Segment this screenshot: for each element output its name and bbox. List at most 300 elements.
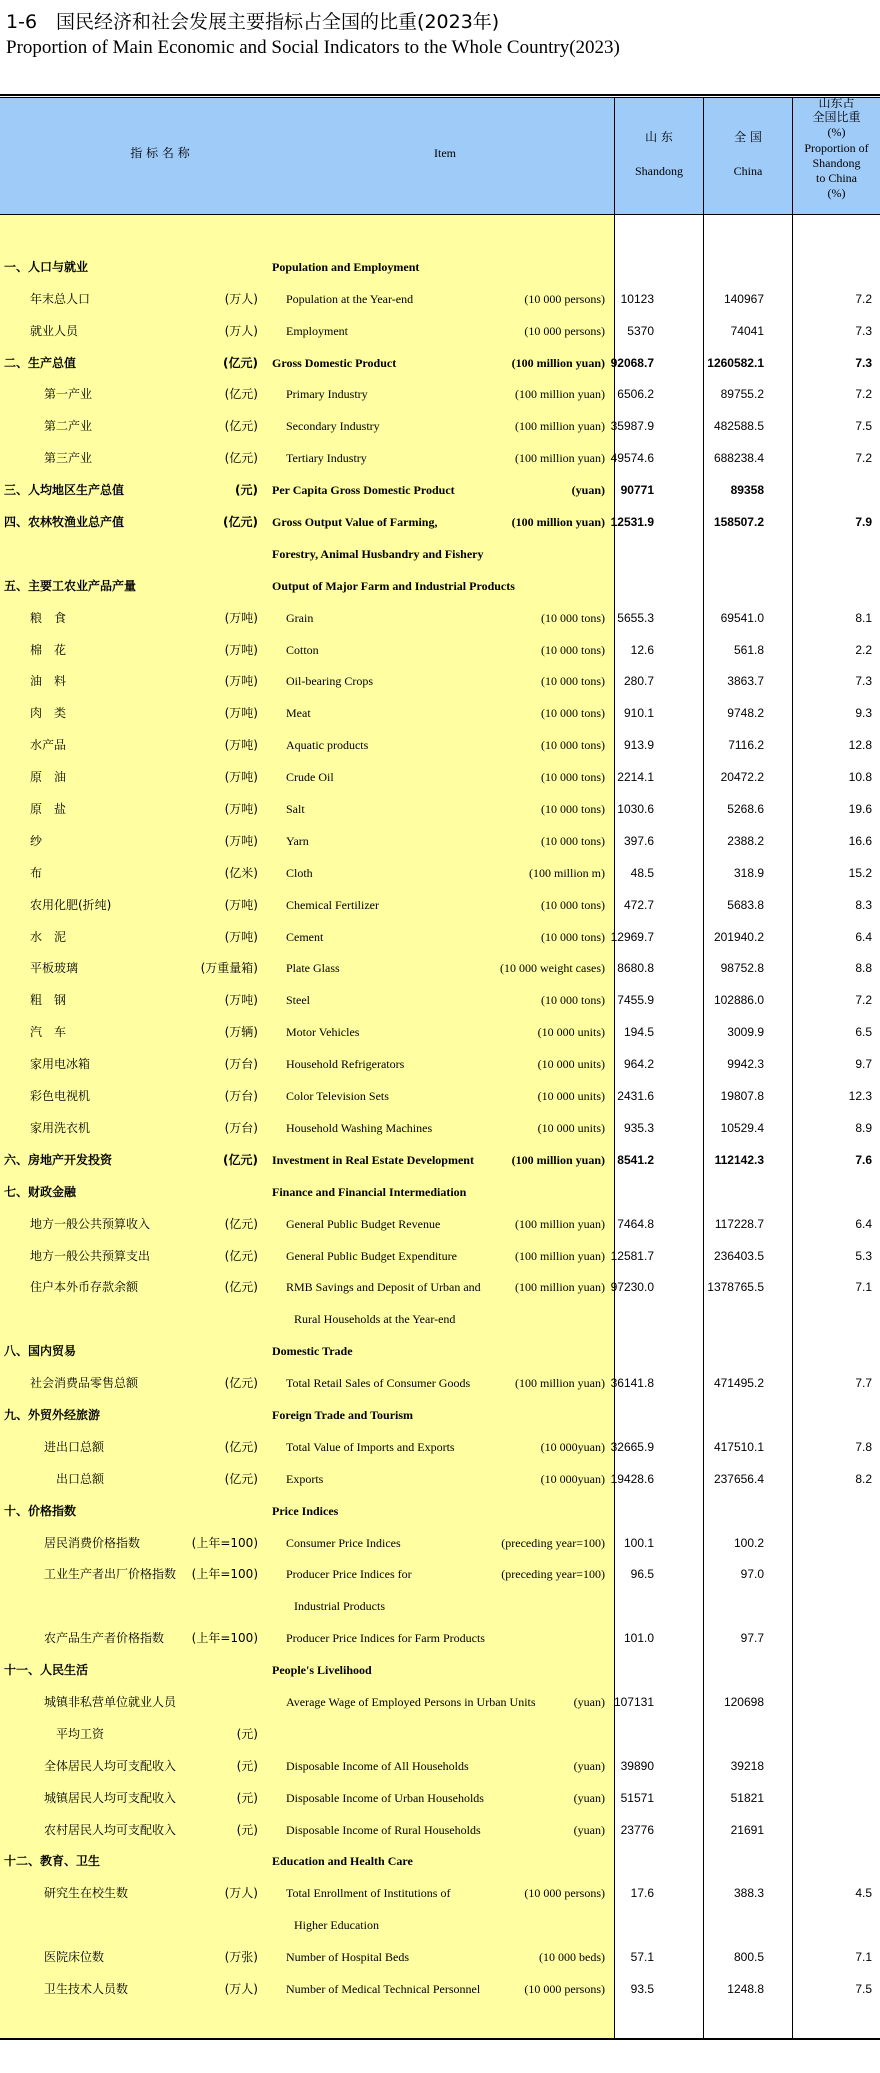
row-label-cn: 四、农林牧渔业总产值 <box>4 515 125 530</box>
row-unit-cn: (万人) <box>224 323 258 338</box>
cell-ratio: 6.4 <box>855 929 872 944</box>
table-row <box>0 507 880 539</box>
row-label-cn: 五、主要工农业产品产量 <box>4 578 137 593</box>
row-unit-en: (100 million yuan) <box>515 1280 605 1295</box>
row-unit-en: (10 000 tons) <box>541 610 605 625</box>
row-unit-en: (10 000 tons) <box>541 738 605 753</box>
row-label-en: Total Value of Imports and Exports <box>286 1439 455 1454</box>
row-label-en: Price Indices <box>272 1503 339 1518</box>
cell-china: 89358 <box>730 483 764 498</box>
cell-ratio: 4.5 <box>855 1886 872 1901</box>
table-row <box>0 1177 880 1209</box>
cell-shandong: 5655.3 <box>617 610 654 625</box>
table-row <box>0 1846 880 1878</box>
cell-ratio: 6.5 <box>855 1025 872 1040</box>
table-row <box>0 348 880 380</box>
header-ratio-pct: (%) <box>827 125 846 139</box>
row-label-en: Higher Education <box>294 1918 379 1933</box>
cell-shandong: 96.5 <box>630 1567 654 1582</box>
row-unit-en: (100 million yuan) <box>515 1376 605 1391</box>
row-label-cn: 原 盐 <box>30 802 67 817</box>
table-row <box>0 1528 880 1560</box>
cell-ratio: 7.2 <box>855 451 872 466</box>
cell-shandong: 107131 <box>613 1694 654 1709</box>
row-unit-en: (100 million yuan) <box>511 355 605 370</box>
row-unit-en: (10 000 tons) <box>541 993 605 1008</box>
row-label-cn: 就业人员 <box>30 323 79 338</box>
cell-shandong: 35987.9 <box>610 419 654 434</box>
page-title-cn: 1-6 国民经济和社会发展主要指标占全国的比重(2023年) <box>6 11 500 33</box>
row-label-cn: 城镇居民人均可支配收入 <box>44 1790 177 1805</box>
cell-china: 97.7 <box>740 1631 764 1646</box>
row-label-cn: 地方一般公共预算支出 <box>30 1248 151 1263</box>
row-unit-en: (10 000 persons) <box>524 1981 605 1996</box>
row-unit-en: (10 000 weight cases) <box>500 961 605 976</box>
row-unit-en: (10 000 tons) <box>541 674 605 689</box>
header-ratio-en-1: Proportion of <box>804 141 869 155</box>
header-shandong-en: Shandong <box>635 164 683 178</box>
cell-china: 561.8 <box>733 642 764 657</box>
row-label-en: Total Retail Sales of Consumer Goods <box>286 1376 471 1391</box>
row-label-en: Meat <box>286 706 311 721</box>
table-row <box>0 698 880 730</box>
table-row <box>0 1687 880 1719</box>
cell-shandong: 12969.7 <box>610 929 654 944</box>
cell-shandong: 10123 <box>620 291 654 306</box>
table-row <box>0 1368 880 1400</box>
row-label-cn: 年末总人口 <box>30 291 91 306</box>
cell-shandong: 472.7 <box>623 897 654 912</box>
row-unit-cn: (万吨) <box>224 833 258 848</box>
row-label-cn: 社会消费品零售总额 <box>30 1376 139 1391</box>
row-label-en: Motor Vehicles <box>286 1025 360 1040</box>
row-label-en: Household Refrigerators <box>286 1057 405 1072</box>
row-unit-cn: (万人) <box>224 1886 258 1901</box>
cell-ratio: 8.9 <box>855 1120 872 1135</box>
row-unit-cn: (万人) <box>224 291 258 306</box>
cell-china: 482588.5 <box>713 419 764 434</box>
cell-china: 1260582.1 <box>707 355 764 370</box>
row-label-cn: 棉 花 <box>30 642 67 657</box>
row-label-en: Number of Hospital Beds <box>286 1950 409 1965</box>
cell-shandong: 101.0 <box>623 1631 654 1646</box>
table-row <box>0 1304 880 1336</box>
cell-china: 140967 <box>723 291 764 306</box>
cell-shandong: 90771 <box>620 483 654 498</box>
row-label-cn: 汽 车 <box>30 1025 67 1040</box>
table-row <box>0 1623 880 1655</box>
table-row <box>0 1655 880 1687</box>
cell-shandong: 48.5 <box>630 865 654 880</box>
row-label-en: Yarn <box>286 833 309 848</box>
cell-china: 69541.0 <box>720 610 764 625</box>
row-label-cn: 肉 类 <box>30 706 67 721</box>
row-label-en: Average Wage of Employed Persons in Urban Units <box>286 1694 536 1709</box>
row-label-cn: 布 <box>30 865 43 880</box>
cell-ratio: 7.6 <box>855 1152 872 1167</box>
table-row <box>0 1017 880 1049</box>
cell-ratio: 7.7 <box>855 1376 872 1391</box>
row-unit-cn: (亿元) <box>224 1376 258 1391</box>
table-row <box>0 1942 880 1974</box>
row-unit-en: (10 000 tons) <box>541 706 605 721</box>
cell-china: 20472.2 <box>720 770 764 785</box>
page-title-en: Proportion of Main Economic and Social Indicators to the Whole Country(2023) <box>6 37 620 58</box>
cell-ratio: 7.2 <box>855 291 872 306</box>
cell-shandong: 17.6 <box>630 1886 654 1901</box>
row-label-en: Number of Medical Technical Personnel <box>286 1981 481 1996</box>
row-label-en: Output of Major Farm and Industrial Products <box>272 578 515 593</box>
row-unit-en: (100 million yuan) <box>515 419 605 434</box>
row-label-en: Cotton <box>286 642 319 657</box>
header-ratio-cn-2: 全国比重 <box>812 110 861 124</box>
row-label-cn: 二、生产总值 <box>4 355 77 370</box>
row-label-en: Household Washing Machines <box>286 1120 433 1135</box>
row-label-en: Steel <box>286 993 310 1008</box>
row-unit-en: (10 000 tons) <box>541 833 605 848</box>
cell-china: 5683.8 <box>727 897 764 912</box>
row-label-cn: 六、房地产开发投资 <box>4 1152 113 1167</box>
table-row <box>0 1336 880 1368</box>
row-label-en: Tertiary Industry <box>286 451 367 466</box>
table-row <box>0 1209 880 1241</box>
table-body <box>0 220 880 2006</box>
row-label-en: RMB Savings and Deposit of Urban and <box>286 1280 481 1295</box>
table-row <box>0 1464 880 1496</box>
row-unit-cn: (亿元) <box>224 387 258 402</box>
row-label-cn: 农产品生产者价格指数 <box>44 1631 165 1646</box>
row-label-en: Gross Output Value of Farming, <box>272 515 438 530</box>
row-unit-cn: (元) <box>236 1822 258 1837</box>
header-ratio-en-3: to China <box>816 171 857 185</box>
row-unit-en: (10 000 beds) <box>539 1950 605 1965</box>
row-label-en: Finance and Financial Intermediation <box>272 1184 467 1199</box>
cell-ratio: 9.7 <box>855 1057 872 1072</box>
header-rule <box>0 214 880 215</box>
cell-china: 2388.2 <box>727 833 764 848</box>
cell-shandong: 8541.2 <box>617 1152 654 1167</box>
cell-china: 39218 <box>730 1758 764 1773</box>
row-unit-cn: (亿元) <box>224 1280 258 1295</box>
row-label-en: Producer Price Indices for <box>286 1567 412 1582</box>
cell-shandong: 397.6 <box>623 833 654 848</box>
cell-ratio: 7.8 <box>855 1439 872 1454</box>
table-row <box>0 826 880 858</box>
cell-ratio: 19.6 <box>848 802 872 817</box>
row-label-cn: 研究生在校生数 <box>44 1886 129 1901</box>
cell-shandong: 1030.6 <box>617 802 654 817</box>
row-label-en: Rural Households at the Year-end <box>294 1312 456 1327</box>
cell-shandong: 93.5 <box>630 1981 654 1996</box>
header-item: Item <box>434 146 456 160</box>
table-row <box>0 379 880 411</box>
row-label-en: Disposable Income of Rural Households <box>286 1822 481 1837</box>
cell-shandong: 12581.7 <box>610 1248 654 1263</box>
row-unit-cn: (万人) <box>224 1981 258 1996</box>
row-unit-cn: (万辆) <box>224 1025 258 1040</box>
row-label-en: Plate Glass <box>286 961 340 976</box>
row-unit-en: (yuan) <box>573 1822 605 1837</box>
row-unit-cn: (万吨) <box>224 738 258 753</box>
row-unit-cn: (亿元) <box>224 1248 258 1263</box>
header-china-cn: 全 国 <box>734 130 762 144</box>
row-label-cn: 八、国内贸易 <box>4 1344 77 1359</box>
row-label-en: Cloth <box>286 865 313 880</box>
table-row <box>0 1113 880 1145</box>
table-row <box>0 475 880 507</box>
table-row <box>0 1751 880 1783</box>
row-unit-en: (10 000yuan) <box>540 1439 605 1454</box>
cell-china: 10529.4 <box>720 1120 764 1135</box>
row-unit-en: (100 million yuan) <box>515 451 605 466</box>
cell-china: 9748.2 <box>727 706 764 721</box>
cell-china: 471495.2 <box>713 1376 764 1391</box>
row-unit-cn: (万重量箱) <box>200 961 258 976</box>
row-unit-en: (100 million yuan) <box>515 1248 605 1263</box>
row-label-cn: 居民消费价格指数 <box>44 1535 141 1550</box>
cell-ratio: 7.3 <box>855 323 872 338</box>
table-row <box>0 1496 880 1528</box>
cell-shandong: 194.5 <box>623 1025 654 1040</box>
cell-ratio: 2.2 <box>855 642 872 657</box>
cell-ratio: 5.3 <box>855 1248 872 1263</box>
header-ratio-en-2: Shandong <box>812 156 861 170</box>
cell-ratio: 7.5 <box>855 419 872 434</box>
row-unit-cn: (上年=100) <box>191 1535 258 1550</box>
row-label-en: People's Livelihood <box>272 1663 372 1678</box>
table-row <box>0 890 880 922</box>
row-unit-en: (10 000 tons) <box>541 897 605 912</box>
row-label-cn: 第二产业 <box>44 419 93 434</box>
cell-china: 158507.2 <box>713 515 764 530</box>
cell-china: 89755.2 <box>720 387 764 402</box>
cell-china: 3863.7 <box>727 674 764 689</box>
table-row <box>0 985 880 1017</box>
cell-shandong: 6506.2 <box>617 387 654 402</box>
row-unit-en: (yuan) <box>573 1694 605 1709</box>
cell-shandong: 36141.8 <box>610 1376 654 1391</box>
top-rule-inner <box>0 97 880 98</box>
row-unit-cn: (万吨) <box>224 610 258 625</box>
table-row <box>0 762 880 794</box>
row-label-en: Exports <box>286 1471 324 1486</box>
cell-shandong: 23776 <box>620 1822 654 1837</box>
row-unit-en: (preceding year=100) <box>501 1567 605 1582</box>
cell-china: 201940.2 <box>713 929 764 944</box>
cell-ratio: 8.3 <box>855 897 872 912</box>
table-row <box>0 603 880 635</box>
cell-china: 237656.4 <box>713 1471 764 1486</box>
table-row <box>0 1432 880 1464</box>
cell-china: 7116.2 <box>728 738 764 753</box>
row-label-en: Disposable Income of Urban Households <box>286 1790 484 1805</box>
row-unit-cn: (亿元) <box>224 1439 258 1454</box>
row-label-cn: 一、人口与就业 <box>4 259 89 274</box>
table-row <box>0 1559 880 1591</box>
table-row <box>0 539 880 571</box>
row-label-cn: 农村居民人均可支配收入 <box>44 1822 177 1837</box>
row-unit-en: (10 000 tons) <box>541 770 605 785</box>
cell-ratio: 9.3 <box>855 706 872 721</box>
row-label-en: Forestry, Animal Husbandry and Fishery <box>272 546 484 561</box>
row-label-cn: 水 泥 <box>30 929 67 944</box>
bottom-rule <box>0 2038 880 2040</box>
row-unit-cn: (元) <box>236 1758 258 1773</box>
table-row <box>0 1400 880 1432</box>
cell-china: 98752.8 <box>720 961 764 976</box>
cell-ratio: 12.8 <box>848 738 872 753</box>
table-row <box>0 858 880 890</box>
row-unit-en: (10 000yuan) <box>540 1471 605 1486</box>
table-row <box>0 1783 880 1815</box>
row-unit-cn: (万吨) <box>224 993 258 1008</box>
row-label-cn: 平板玻璃 <box>30 961 79 976</box>
row-unit-cn: (万台) <box>224 1089 258 1104</box>
row-unit-en: (preceding year=100) <box>501 1535 605 1550</box>
row-unit-cn: (亿米) <box>224 865 258 880</box>
indicators-table <box>0 94 880 2039</box>
cell-shandong: 92068.7 <box>610 355 654 370</box>
header-indicator-name: 指 标 名 称 <box>130 146 190 160</box>
row-unit-cn: (亿元) <box>224 1471 258 1486</box>
top-rule <box>0 94 880 96</box>
table-row <box>0 252 880 284</box>
table-row <box>0 1878 880 1910</box>
row-label-en: Foreign Trade and Tourism <box>272 1407 414 1422</box>
row-unit-cn: (万吨) <box>224 674 258 689</box>
table-row <box>0 1241 880 1273</box>
table-row <box>0 1145 880 1177</box>
cell-china: 120698 <box>723 1694 764 1709</box>
table-row <box>0 953 880 985</box>
cell-ratio: 7.1 <box>855 1950 872 1965</box>
row-unit-en: (100 million yuan) <box>511 1152 605 1167</box>
cell-china: 3009.9 <box>727 1025 764 1040</box>
table-row <box>0 1974 880 2006</box>
cell-ratio: 8.8 <box>855 961 872 976</box>
row-label-en: Crude Oil <box>286 770 334 785</box>
row-unit-cn: (万吨) <box>224 897 258 912</box>
row-label-cn: 卫生技术人员数 <box>44 1981 129 1996</box>
row-unit-cn: (万吨) <box>224 642 258 657</box>
table-row <box>0 730 880 762</box>
row-label-en: Cement <box>286 929 324 944</box>
row-unit-en: (10 000 units) <box>537 1057 605 1072</box>
row-label-en: Population and Employment <box>272 259 420 274</box>
row-unit-en: (100 million yuan) <box>515 387 605 402</box>
row-label-cn: 三、人均地区生产总值 <box>4 483 125 498</box>
table-row <box>0 1081 880 1113</box>
cell-ratio: 8.2 <box>855 1471 872 1486</box>
cell-ratio: 8.1 <box>855 610 872 625</box>
row-unit-cn: (万台) <box>224 1120 258 1135</box>
row-unit-en: (10 000 persons) <box>524 291 605 306</box>
row-label-cn: 九、外贸外经旅游 <box>4 1407 101 1422</box>
row-label-cn: 家用电冰箱 <box>30 1057 91 1072</box>
cell-shandong: 32665.9 <box>610 1439 654 1454</box>
row-label-cn: 第一产业 <box>44 387 93 402</box>
cell-china: 417510.1 <box>713 1439 764 1454</box>
table-row <box>0 794 880 826</box>
row-unit-en: (10 000 units) <box>537 1089 605 1104</box>
row-label-cn: 工业生产者出厂价格指数 <box>44 1567 177 1582</box>
row-unit-cn: (万吨) <box>224 802 258 817</box>
row-label-cn: 水产品 <box>30 738 67 753</box>
row-unit-cn: (亿元) <box>223 355 258 370</box>
table-row <box>0 220 880 252</box>
row-label-cn: 进出口总额 <box>44 1439 105 1454</box>
table-row <box>0 922 880 954</box>
cell-ratio: 6.4 <box>855 1216 872 1231</box>
row-label-cn: 家用洗衣机 <box>30 1120 91 1135</box>
row-label-en: Oil-bearing Crops <box>286 674 373 689</box>
row-unit-en: (yuan) <box>571 483 605 498</box>
row-label-en: Aquatic products <box>286 738 369 753</box>
cell-shandong: 910.1 <box>623 706 654 721</box>
row-label-cn: 出口总额 <box>56 1471 105 1486</box>
row-unit-cn: (亿元) <box>223 515 258 530</box>
row-label-cn: 原 油 <box>30 770 67 785</box>
row-label-en: Domestic Trade <box>272 1344 353 1359</box>
row-label-en: Per Capita Gross Domestic Product <box>272 483 455 498</box>
row-label-cn: 十二、教育、卫生 <box>4 1854 101 1869</box>
cell-ratio: 15.2 <box>848 865 872 880</box>
row-label-en: General Public Budget Revenue <box>286 1216 441 1231</box>
row-label-cn: 地方一般公共预算收入 <box>30 1216 151 1231</box>
row-unit-en: (10 000 units) <box>537 1025 605 1040</box>
table-row <box>0 1910 880 1942</box>
cell-shandong: 8680.8 <box>617 961 654 976</box>
cell-ratio: 7.5 <box>855 1981 872 1996</box>
cell-ratio: 7.2 <box>855 387 872 402</box>
row-unit-en: (100 million m) <box>529 865 605 880</box>
table-row <box>0 1049 880 1081</box>
row-label-en: Total Enrollment of Institutions of <box>286 1886 451 1901</box>
row-label-en: Consumer Price Indices <box>286 1535 401 1550</box>
row-label-en: Gross Domestic Product <box>272 355 397 370</box>
table-row <box>0 571 880 603</box>
cell-china: 236403.5 <box>713 1248 764 1263</box>
row-unit-en: (100 million yuan) <box>511 515 605 530</box>
cell-ratio: 7.1 <box>855 1280 872 1295</box>
row-unit-cn: (元) <box>236 1726 258 1741</box>
row-label-en: Industrial Products <box>294 1599 385 1614</box>
row-label-en: Chemical Fertilizer <box>286 897 379 912</box>
cell-shandong: 7464.8 <box>617 1216 654 1231</box>
cell-china: 19807.8 <box>720 1089 764 1104</box>
row-label-cn: 第三产业 <box>44 451 93 466</box>
table-row <box>0 635 880 667</box>
row-unit-en: (10 000 tons) <box>541 929 605 944</box>
cell-shandong: 280.7 <box>623 674 654 689</box>
row-unit-cn: (亿元) <box>224 1216 258 1231</box>
row-unit-cn: (万吨) <box>224 929 258 944</box>
row-unit-cn: (元) <box>236 1790 258 1805</box>
row-unit-en: (10 000 units) <box>537 1120 605 1135</box>
table-row <box>0 1719 880 1751</box>
row-label-en: Primary Industry <box>286 387 368 402</box>
header-ratio-en-pct: (%) <box>827 186 846 200</box>
cell-ratio: 7.9 <box>855 515 872 530</box>
header-ratio-cn-1: 山东占 <box>818 96 855 110</box>
cell-china: 388.3 <box>733 1886 764 1901</box>
cell-shandong: 57.1 <box>630 1950 654 1965</box>
cell-shandong: 2431.6 <box>617 1089 654 1104</box>
row-unit-en: (yuan) <box>573 1758 605 1773</box>
cell-china: 51821 <box>730 1790 764 1805</box>
row-label-cn: 纱 <box>30 833 43 848</box>
table-row <box>0 411 880 443</box>
